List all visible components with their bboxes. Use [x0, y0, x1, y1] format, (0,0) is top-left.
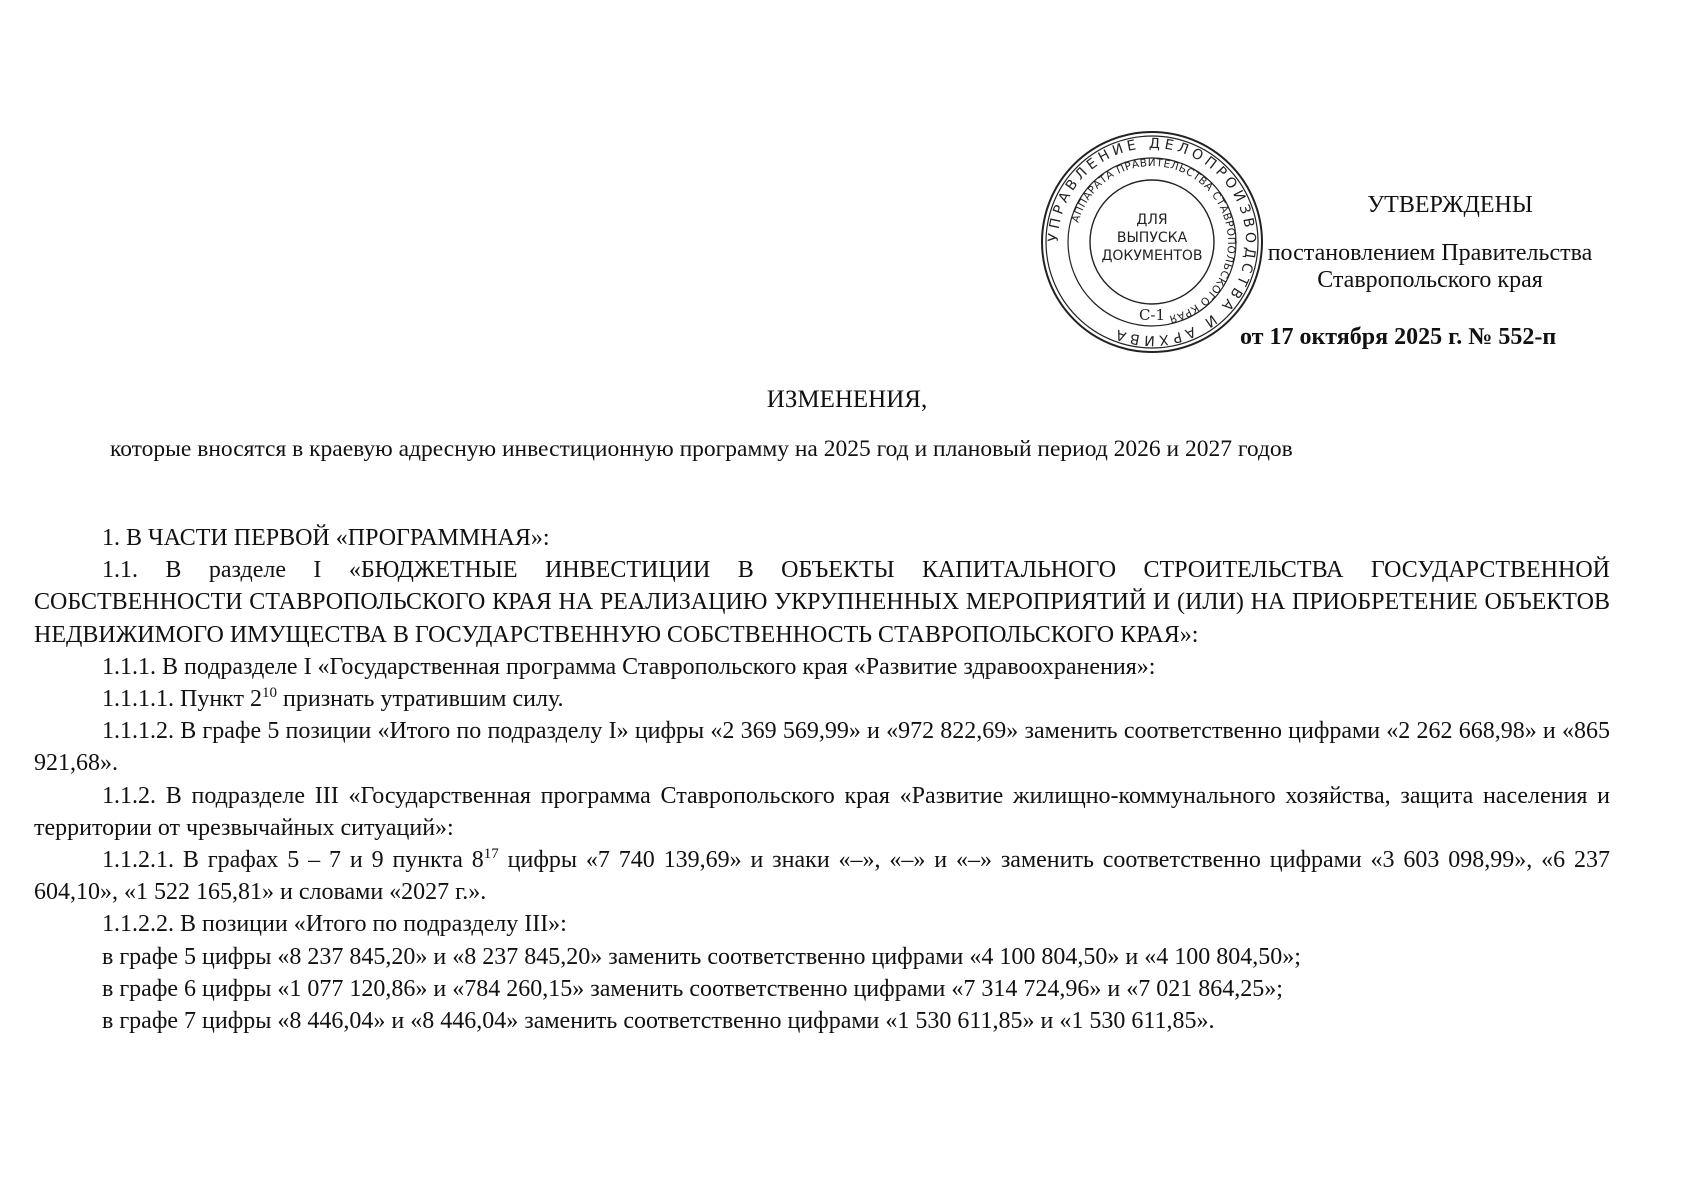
paragraph-1-1-2-2: 1.1.2.2. В позиции «Итого по подразделу III»: — [102, 911, 567, 938]
paragraph-1: 1. В ЧАСТИ ПЕРВОЙ «ПРОГРАММНАЯ»: — [102, 525, 550, 551]
approval-block — [1220, 192, 1640, 350]
decree-line-1: постановлением Правительства — [1267, 240, 1593, 266]
stamp-center-line3: ДОКУМЕНТОВ — [1101, 248, 1203, 264]
stamp-outer-text: УПРАВЛЕНИЕ ДЕЛОПРОИЗВОДСТВА И АРХИВА — [1045, 135, 1259, 349]
paragraph-column-7: в графе 7 цифры «8 446,04» и «8 446,04» заменить соответственно цифрами «1 530 611,85» и «1 530 611,85». — [102, 1008, 1215, 1035]
paragraph-1-1-2: 1.1.2. В подразделе III «Государственная программа Ставропольского края «Развитие жилищно-коммунального хозяйства, защита населения и территории от чрезвычайных ситуаций»: — [34, 782, 1610, 841]
paragraph-column-6: в графе 6 цифры «1 077 120,86» и «784 260,15» заменить соответственно цифрами «7 314 724,96» и «7 021 864,25»; — [102, 975, 1283, 1002]
p7-text-before: 1.1.2.1. В графах 5 – 7 и 9 пункта 8 — [102, 847, 484, 874]
p4-text-before: 1.1.1.1. Пункт 2 — [102, 686, 263, 713]
paragraph-1-1-1: 1.1.1. В подразделе I «Государственная программа Ставропольского края «Развитие здравоохранения»: — [102, 653, 1156, 680]
p4-superscript: 10 — [262, 685, 278, 702]
paragraph-column-5: в графе 5 цифры «8 237 845,20» и «8 237 845,20» заменить соответственно цифрами «4 100 804,50» и «4 100 804,50»; — [102, 943, 1301, 970]
p4-text-after: признать утратившим силу. — [277, 686, 564, 713]
paragraph-1-1: 1.1. В разделе I «БЮДЖЕТНЫЕ ИНВЕСТИЦИИ В ОБЪЕКТЫ КАПИТАЛЬНОГО СТРОИТЕЛЬСТВА ГОСУДАРСТВЕННОЙ СОБСТВЕННОСТИ СТАВРОПОЛЬСКОГО КРАЯ НА РЕАЛИЗАЦИЮ УКРУПНЕННЫХ МЕРОПРИЯТИЙ И (ИЛИ) НА ПРИОБРЕТЕНИЕ ОБЪЕКТОВ НЕДВИЖИМОГО ИМУЩЕСТВА В ГОСУДАРСТВЕННУЮ СОБСТВЕННОСТЬ СТАВРОПОЛЬСКОГО КРАЯ»: — [34, 557, 1610, 648]
decree-line-2: Ставропольского края — [1317, 267, 1543, 293]
stamp-inner-text: АППАРАТА ПРАВИТЕЛЬСТВА СТАВРОПОЛЬСКОГО КРАЯ — [1069, 156, 1238, 325]
stamp-center-line1: ДЛЯ — [1136, 212, 1168, 228]
stamp-code: С-1 — [1138, 306, 1166, 324]
paragraph-1-1-1-2: 1.1.1.2. В графе 5 позиции «Итого по подразделу I» цифры «2 369 569,99» и «972 822,69» заменить соответственно цифрами «2 262 668,98» и «865 921,68». — [34, 718, 1610, 777]
approved-label: УТВЕРЖДЕНЫ — [1367, 192, 1533, 218]
p7-superscript: 17 — [483, 846, 499, 863]
decree-date: от 17 октября 2025 г. № 552-п — [1240, 324, 1557, 350]
stamp-center-line2: ВЫПУСКА — [1116, 230, 1188, 246]
paragraph-1-1-1-1 — [34, 683, 1610, 715]
paragraph-1-1-2-1 — [34, 844, 1610, 908]
p7-text-after: цифры «7 740 139,69» и знаки «–», «–» и «–» заменить соответственно цифрами «3 603 098,99», «6 237 604,10», «1 522 165,81» и словами «2027 г.». — [34, 847, 1611, 906]
document-subtitle: которые вносятся в краевую адресную инвестиционную программу на 2025 год и плановый период 2026 и 2027 годов — [110, 436, 1293, 462]
document-title: ИЗМЕНЕНИЯ, — [766, 386, 928, 413]
document-body — [34, 522, 1610, 1037]
